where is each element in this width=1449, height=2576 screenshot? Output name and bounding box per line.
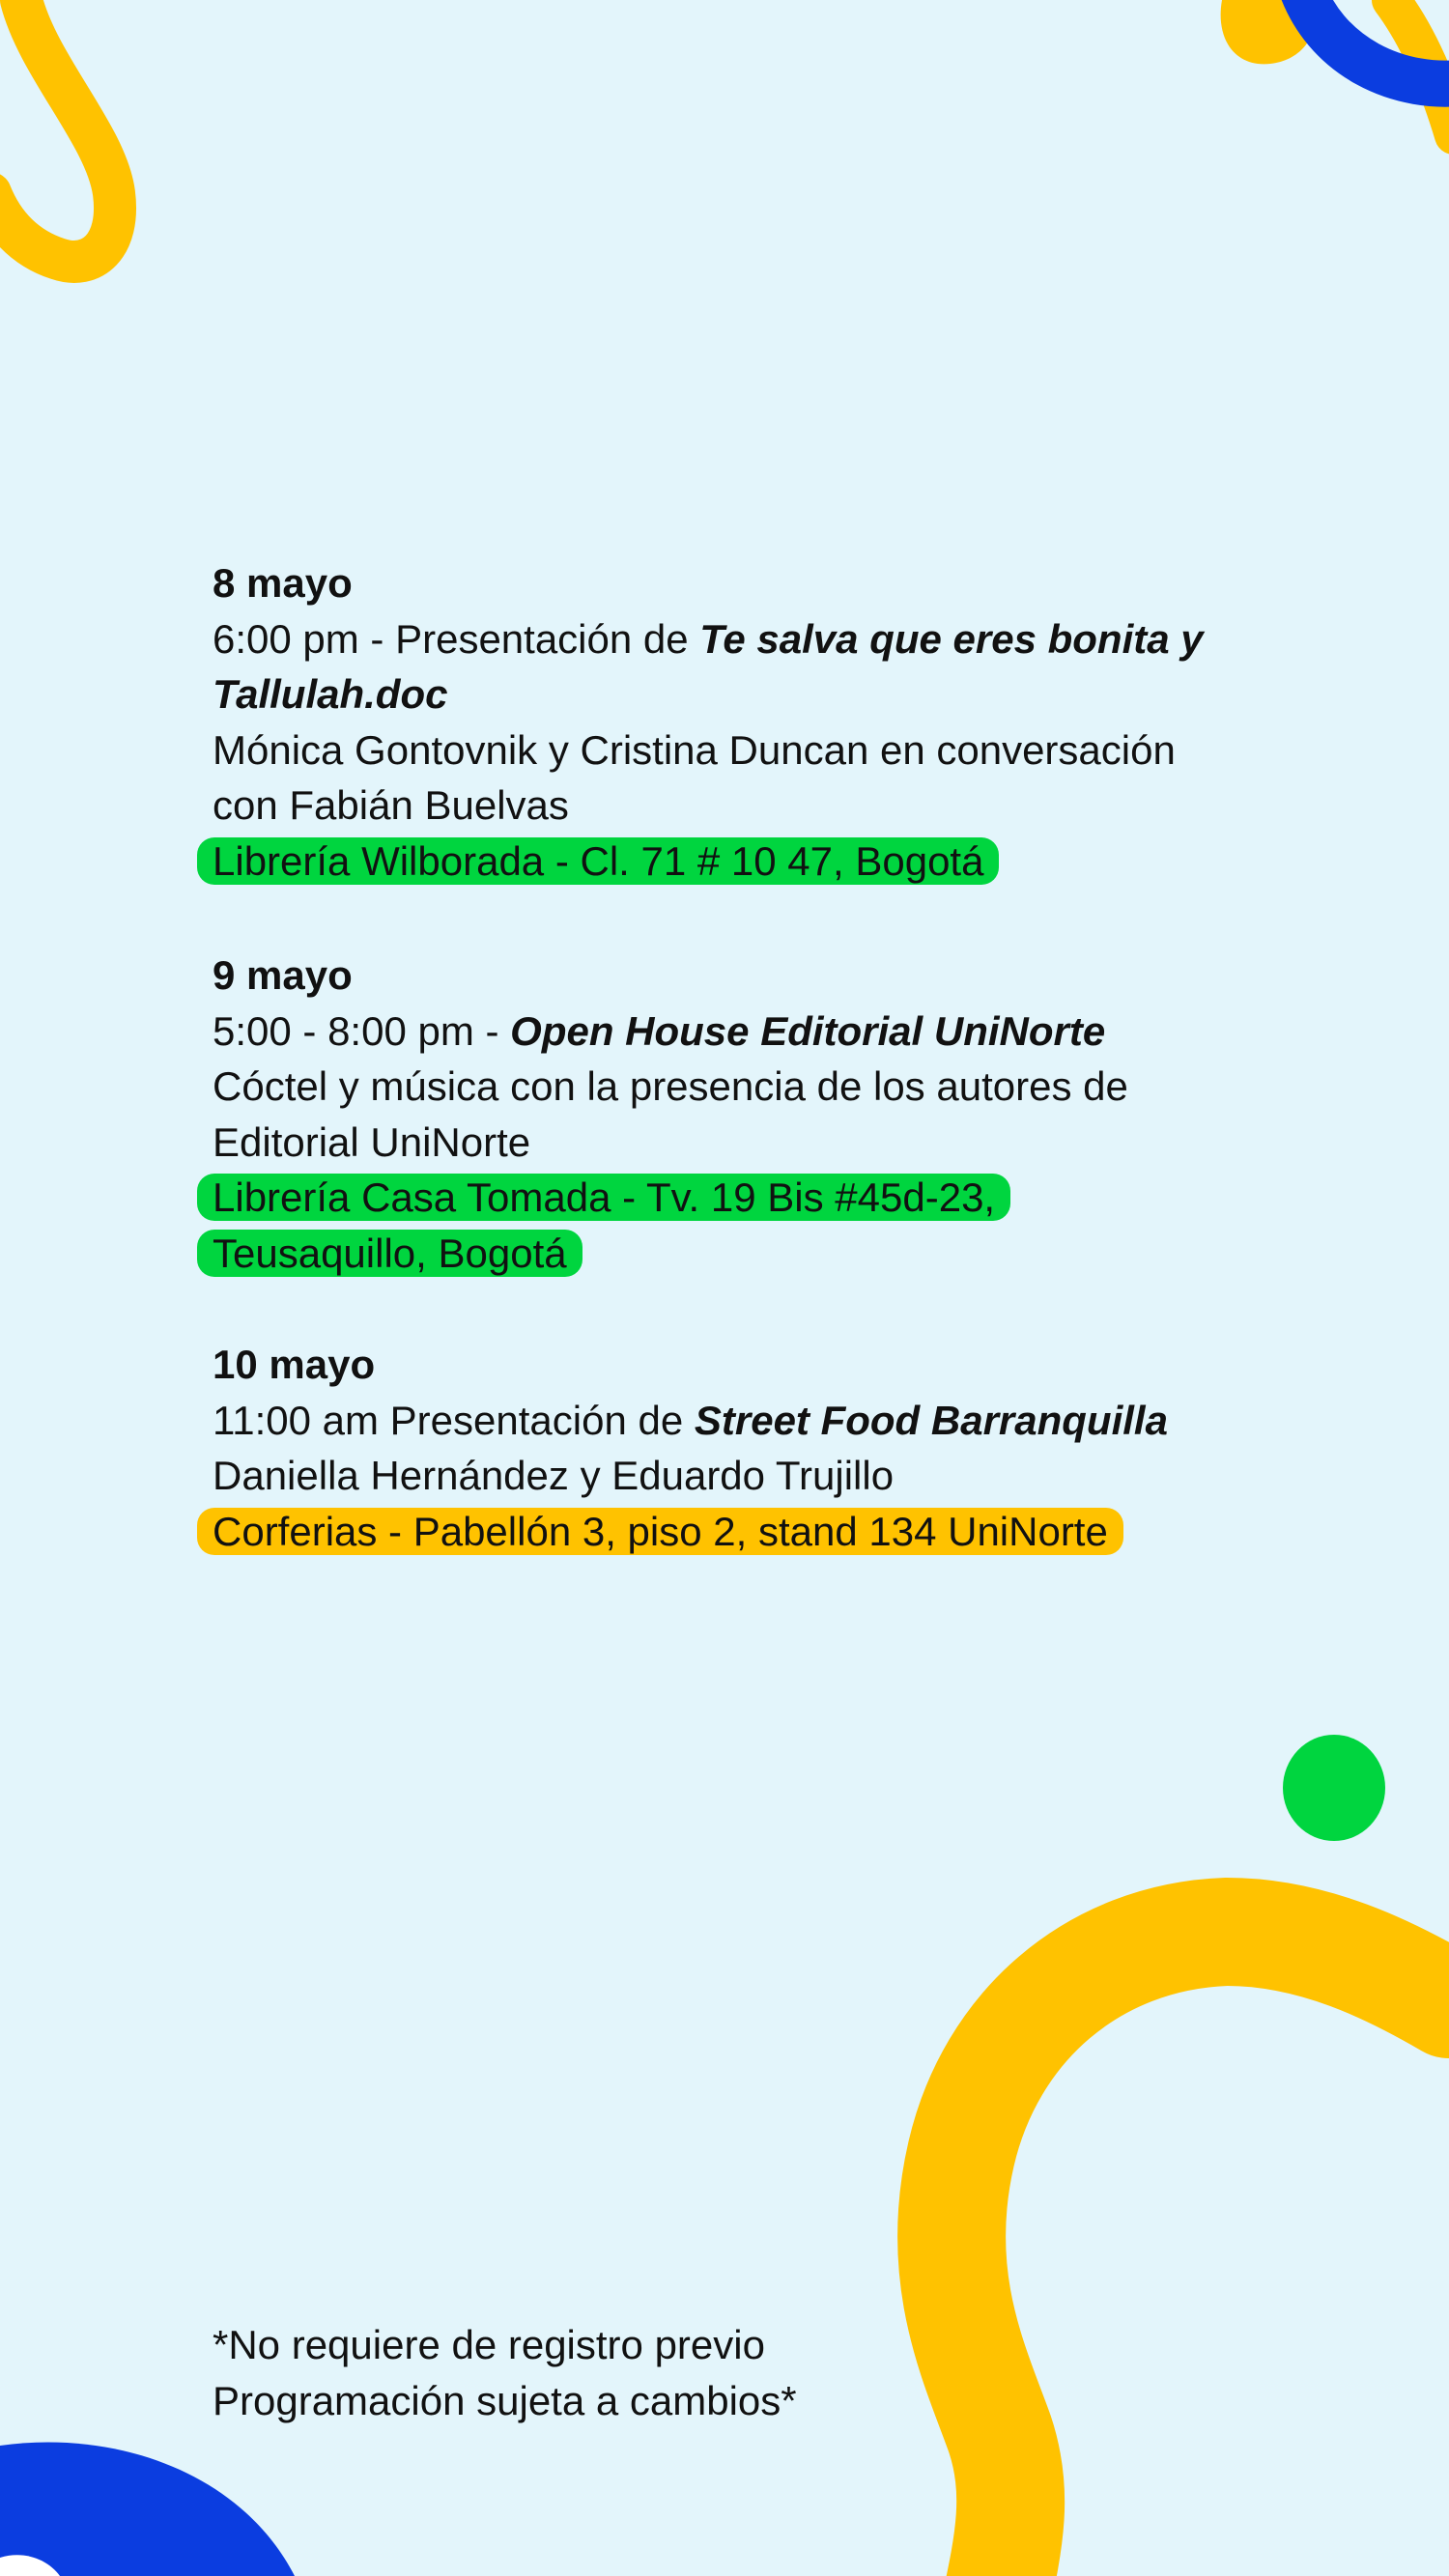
blue-arc-top-right (1299, 0, 1449, 84)
yellow-stroke-top-right (1391, 0, 1449, 135)
event-time: 5:00 - 8:00 pm - (213, 1007, 511, 1054)
event-title: Open House Editorial UniNorte (510, 1007, 1106, 1054)
footer-note-changes: Programación sujeta a cambios* (213, 2377, 797, 2423)
event-10-mayo (213, 1337, 1304, 1559)
footer-note-registration: *No requiere de registro previo (213, 2322, 765, 2367)
event-description: Cóctel y música con la presencia de los autores de (213, 1063, 1128, 1109)
event-time-title (213, 1393, 1304, 1449)
event-title: Street Food Barranquilla (694, 1397, 1168, 1443)
event-date: 9 mayo (213, 952, 353, 998)
event-time-title (213, 611, 1304, 667)
event-date: 8 mayo (213, 560, 353, 606)
white-sliver-bottom-left (0, 2555, 60, 2576)
event-description-continued: con Fabián Buelvas (213, 782, 569, 828)
event-location: Corferias - Pabellón 3, piso 2, stand 134 UniNorte (197, 1508, 1123, 1555)
event-date: 10 mayo (213, 1342, 376, 1387)
event-8-mayo (213, 555, 1304, 889)
event-title: Te salva que eres bonita y (699, 615, 1204, 662)
blue-shape-bottom-left (0, 2443, 295, 2576)
footer-notes (213, 2317, 1304, 2428)
event-9-mayo (213, 948, 1304, 1281)
yellow-blob-top-right (1221, 0, 1316, 64)
event-location: Librería Wilborada - Cl. 71 # 10 47, Bogotá (197, 837, 999, 885)
event-location: Librería Casa Tomada - Tv. 19 Bis #45d-23, (197, 1174, 1010, 1221)
event-description-continued: Editorial UniNorte (213, 1118, 531, 1165)
yellow-curve-bottom-right (952, 1932, 1449, 2576)
event-time: 11:00 am Presentación de (213, 1397, 695, 1443)
event-time-title (213, 1004, 1304, 1060)
green-dot (1283, 1735, 1385, 1841)
event-time: 6:00 pm - Presentación de (213, 615, 700, 662)
event-location-continued: Teusaquillo, Bogotá (197, 1230, 582, 1277)
event-description: Mónica Gontovnik y Cristina Duncan en conversación (213, 726, 1176, 773)
yellow-squiggle-top-left (0, 0, 115, 262)
event-title-continued: Tallulah.doc (213, 671, 448, 717)
event-description: Daniella Hernández y Eduardo Trujillo (213, 1453, 895, 1498)
